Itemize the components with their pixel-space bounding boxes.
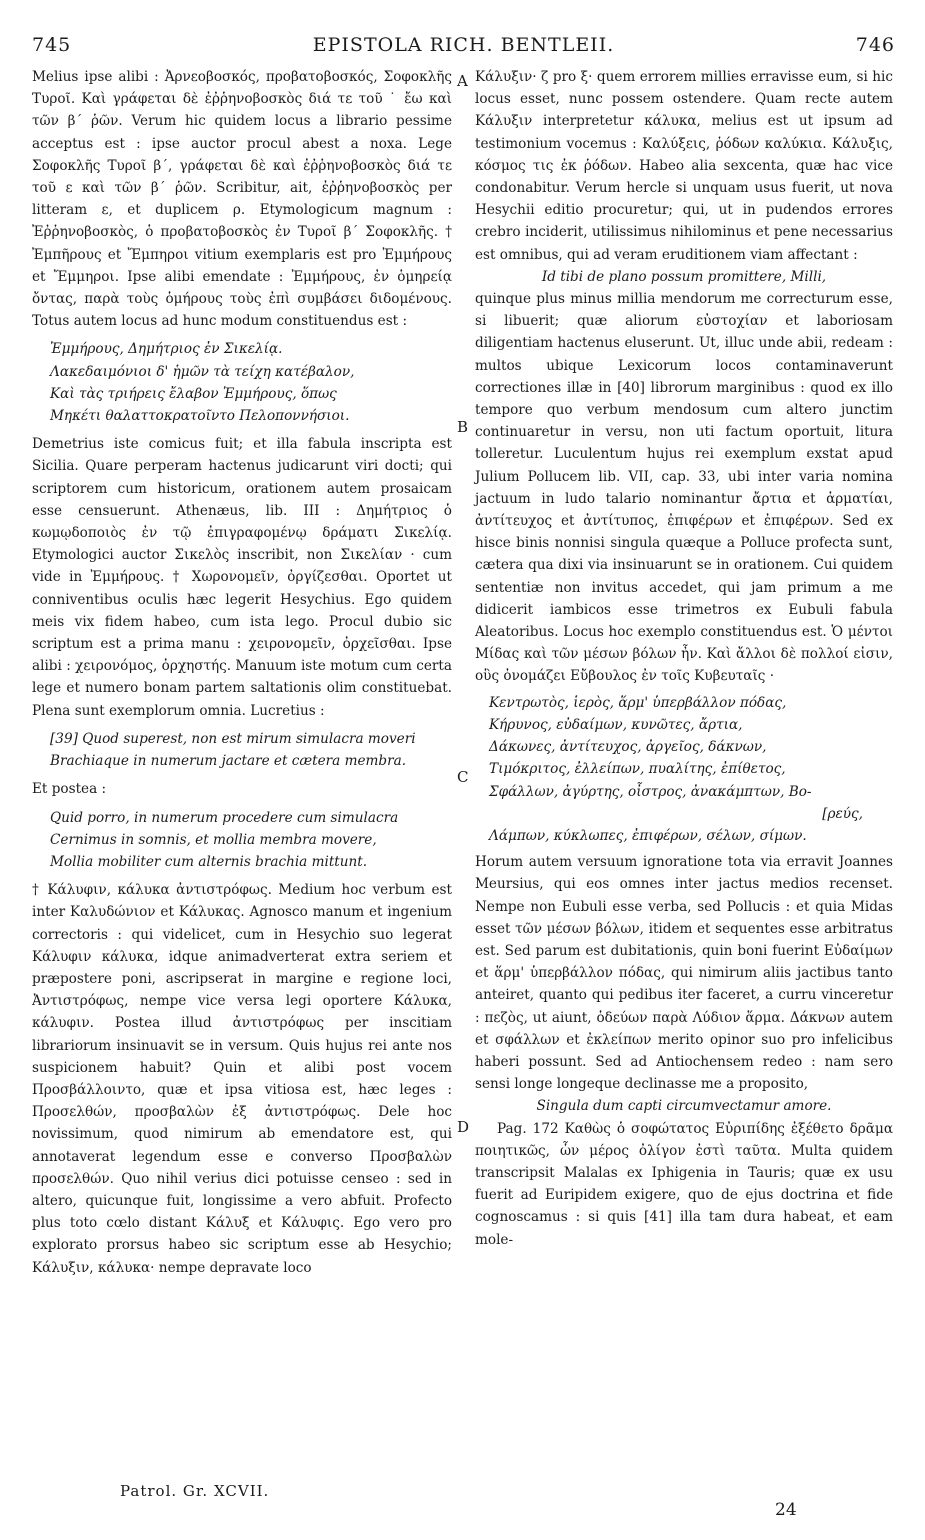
- verse-line: Mollia mobiliter cum alternis brachia mittunt.: [50, 853, 368, 870]
- right-column: [475, 66, 893, 1251]
- margin-letter-d: D: [457, 1118, 470, 1136]
- verse-line-continuation: [ρεύς,: [822, 805, 863, 822]
- verse-line: Καὶ τὰς τριήρεις ἔλαβον Ἐμμήρους, ὅπως: [50, 385, 337, 402]
- paragraph: Horum autem versuum ignoratione tota via erravit Joannes Meursius, qui eos omnes inter jactus medios recenset. Nempe non Eubuli esse verba, sed Pollucis : et quia Midas esset τῶν μέσων βόλων, itidem et sequentes esse arbitratus est. Sed parum est dubitationis, quin boni fuerint Εὐδαίμων et ἅρμ' ὑπερβάλλον πόδας, qui nimirum aliis jactibus tanto anteiret, quanto qui pedibus iter faceret, a curru vinceretur : πεζὸς, ut aiunt, ὁδεύων παρὰ Λύδιον ἅρμα. Δάκνων autem et σφάλλων et ἐκλείπων merito opinor suo pro infelicibus haberi possunt. Sed ad Antiochensem redeo : nam sero sensi longe longeque declinasse me a proposito,: [475, 854, 893, 1093]
- gathering-number: 24: [775, 1500, 797, 1520]
- signature-mark: Patrol. Gr. XCVII.: [120, 1482, 270, 1500]
- verse-quotation: [50, 807, 452, 874]
- margin-letter-a: A: [457, 72, 468, 90]
- verse-line: Quid porro, in numerum procedere cum simulacra: [50, 809, 399, 826]
- verse-line: Brachiaque in numerum jactare et cætera membra.: [50, 753, 407, 770]
- left-column: [32, 66, 452, 1279]
- paragraph: † Κάλυφιν, κάλυκα ἀντιστρόφως. Medium hoc verbum est inter Καλυδώνιον et Κάλυκας. Agnosco manum et ingenium correctoris : qui videlicet, cum in Hesychio suo legerat Κάλυφιν κάλυκα, idque animadverterat extra seriem et præpostere poni, ascripserat in margine e regione loci, Ἀντιστρόφως, nempe vice versa legi oportere Κάλυκα, κάλυφιν. Postea illud ἀντιστρόφως per inscitiam librariorum insinuavit se in versum. Quis hujus rei ante nos suspicionem habuit? Quin et alibi post vocem Προσβάλλοιντο, quæ et ipsa vitiosa est, hæc leges : Προσελθών, προσβαλὼν ἐξ ἀντιστρόφως. Dele hoc novissimum, quod nimirum ab emendatore est, qui annotaverat legendum esse e converso Προσβαλὼν προσελθών. Quo nihil verius dici potuisse censeo : sed in altero, quicunque fuit, longissime a vero abfuit. Profecto plus toto cœlo distant Κάλυξ et Κάλυφις. Ego vero pro explorato prorsus habeo sic scriptum esse ab Hesychio; Κάλυξιν, κάλυκα· nempe depravate loco: [32, 882, 452, 1276]
- verse-quotation: [489, 692, 893, 847]
- verse-line: Δάκωνες, ἀντίτευχος, ἀργεῖος, δάκνων,: [489, 739, 767, 756]
- verse-line: Λακεδαιμόνιοι δ' ἡμῶν τὰ τείχη κατέβαλον,: [50, 363, 355, 380]
- verse-line: Κεντρωτὸς, ἱερὸς, ἅρμ' ὑπερβάλλον πόδας,: [489, 694, 787, 711]
- paragraph: Pag. 172 Καθὼς ὁ σοφώτατος Εὐριπίδης ἐξέθετο δρᾶμα ποιητικῶς, ὧν μέρος ὀλίγον ἐστὶ ταῦτα. Multa quidem transcripsit Malalas ex Iphigenia in Tauris; quæ ex usu fuerit ad Euripidem exigere, quo de ejus doctrina et fide cognoscamus : si quis [41] illa tam dura habeat, et eam mole-: [475, 1120, 893, 1248]
- paragraph: Demetrius iste comicus fuit; et illa fabula inscripta est Sicilia. Quare perperam hactenus judicarunt viri docti; qui scriptorem cum historicum, orationem autem prosaicam esse censuerunt. Athenæus, lib. III : Δημήτριος ὁ κωμῳδοποιὸς ἐν τῷ ἐπιγραφομένῳ δράματι Σικελίᾳ. Etymologici auctor Σικελὸς inscribit, non Σικελίαν · cum vide in Ἐμμήρους. † Χωρονομεῖν, ὀργίζεσθαι. Oportet ut conniventibus oculis hæc legerit Hesychius. Ego quidem meis vix fidem habeo, cum ista lego. Procul dubio sic scriptum est a prima manu : χειρονομεῖν, ὀρχεῖσθαι. Ipse alibi : χειρονόμος, ὀρχηστής. Manuum iste motum cum certa lege et numero bonam partem saltationis olim constituebat. Plena sunt exemplorum omnia. Lucretius :: [32, 436, 452, 719]
- verse-line: Σφάλλων, ἀγύρτης, οἶστρος, ἀνακάμπτων, Βο-: [489, 783, 812, 800]
- running-title: EPISTOLA RICH. BENTLEII.: [312, 34, 615, 56]
- verse-line: [39] Quod superest, non est mirum simulacra moveri: [50, 730, 416, 747]
- verse-line: Λάμπων, κύκλωπες, ἐπιφέρων, σέλων, σίμων.: [489, 827, 807, 844]
- verse-line: Τιμόκριτος, ἐλλείπων, πυαλίτης, ἐπίθετος,: [489, 761, 786, 778]
- paragraph: Melius ipse alibi : Ἀρνεοβοσκός, προβατοβοσκός, Σοφοκλῆς Τυροῖ. Καὶ γράφεται δὲ ἐῤῥηνοβοσκὸς διά τε τοῦ ˙ ἔω καὶ τῶν β΄ ῥῶν. Verum hic quidem locus a librario pessime acceptus est : ipse auctor procul abest a noxa. Lege Σοφοκλῆς Τυροῖ β΄, γράφεται δὲ καὶ ἐῤῥηνοβοσκὸς διά τε τοῦ ε καὶ τῶν β΄ ῥῶν. Scribitur, ait, ἐῤῥηνοβοσκὸς per litteram ε, et duplicem ρ. Etymologicum magnum : Ἐῤῥηνοβοσκὸς, ὁ προβατοβοσκὸς ἐν Τυροῖ β΄ Σοφοκλῆς. † Ἐμπῆρους et Ἔμπηροι vitium exemplaris est pro Ἐμμήρους et Ἔμμηροι. Ipse alibi emendate : Ἐμμήρους, ἐν ὁμηρείᾳ ὄντας, παρὰ τοὺς ὁμήρους τοὺς ἐπὶ συμβάσει διδομένους. Totus autem locus ad hunc modum constituendus est :: [32, 69, 452, 330]
- verse-line: Κήρυνος, εὐδαίμων, κυνῶτες, ἄρτια,: [489, 716, 743, 733]
- page-number-left: 745: [32, 34, 72, 56]
- verse-quotation: [50, 728, 452, 772]
- verse-line: Cernimus in somnis, et mollia membra movere,: [50, 831, 377, 848]
- margin-letter-c: C: [457, 768, 469, 786]
- verse-line: Μηκέτι θαλαττοκρατοῖντο Πελοποννήσιοι.: [50, 408, 350, 425]
- verse-quotation: [50, 338, 452, 427]
- paragraph: Et postea :: [32, 781, 107, 798]
- verse-citation: Id tibi de plano possum promittere, Milli,: [541, 268, 827, 285]
- paragraph: quinque plus minus millia mendorum me correcturum esse, si libuerit; quæ aliorum εὐστοχίαν et laboriosam diligentiam hactenus eluserunt. Ut, illuc unde abii, redeam : multos ubique Lexicorum locos contaminaverunt correctiones illæ in [40] librorum marginibus : quod ex illo tempore quo verbum mendosum cum altero junctim continuaretur in versu, non uti factum oportuit, litura tolleretur. Luculentum hujus rei exemplum exstat apud Julium Pollucem lib. VII, cap. 33, ubi inter varia nomina jactuum in ludo talario nominantur ἄρτια et ἁρματίαι, ἀντίτευχος et ἀντίτυπος, ἐπιφέρων et ἐπιφέρων. Sed ex hisce binis nonnisi singula quæque a Polluce profecta sunt, cætera qua dixi via insinuarunt se in orationem. Cui quidem sententiæ non invitus accedet, qui jam primum a me didicerit iambicos esse trimetros ex Eubuli fabula Aleatoribus. Locus hoc exemplo constituendus est. Ὁ μέντοι Μίδας καὶ τῶν μέσων βόλων ἦν. Καὶ ἄλλοι δὲ πολλοί εἰσιν, οὓς ὀνομάζει Εὔβουλος ἐν τοῖς Κυβευταῖς ·: [475, 291, 893, 685]
- page-header: [32, 34, 895, 60]
- verse-line: Ἐμμήρους, Δημήτριος ἐν Σικελίᾳ.: [50, 341, 283, 358]
- paragraph: Κάλυξιν· ζ pro ξ· quem errorem millies erravisse eum, si hic locus esset, nunc possem ostendere. Quam recte autem Κάλυξιν interpretetur κάλυκα, melius est ut ipsum ad testimonium vocemus : Καλύξεις, ῥόδων καλύκια. Κάλυξις, κόσμος τις ἐκ ῥόδων. Habeo alia sexcenta, quæ hac vice condonabitur. Verum hercle si unquam usus fuerit, ut nova Hesychii editio procuretur; qui, ut in pudendos errores crebro inciderit, utilissimus nihilominus et pene necessarius est omnibus, qui ad veram eruditionem viam affectant :: [475, 69, 893, 263]
- page-number-right: 746: [855, 34, 895, 56]
- verse-citation: Singula dum capti circumvectamur amore.: [536, 1098, 832, 1115]
- margin-letter-b: B: [457, 418, 469, 436]
